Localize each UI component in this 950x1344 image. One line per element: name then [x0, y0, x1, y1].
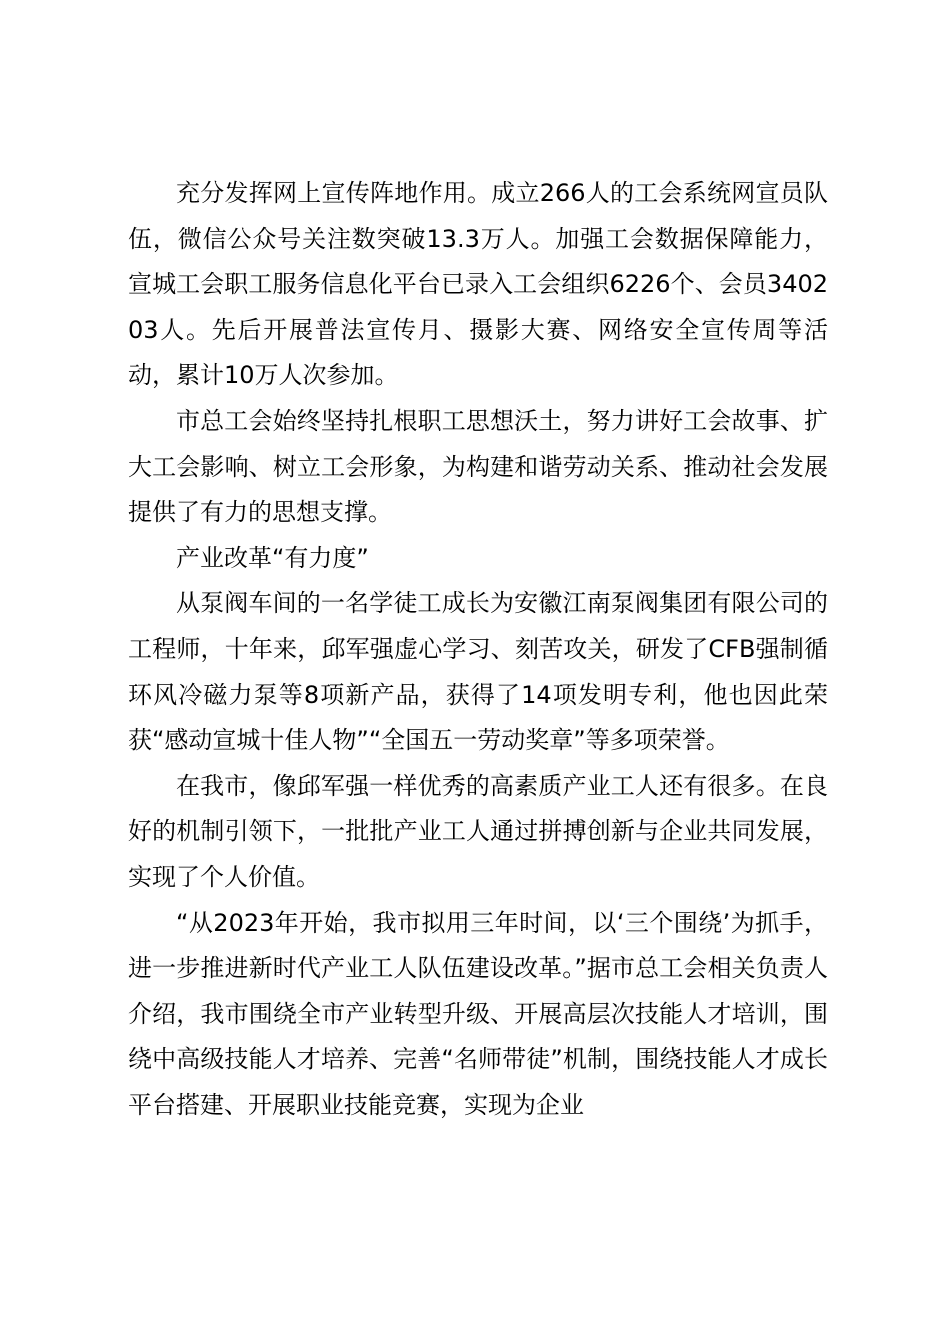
paragraph-industrial-workers: 在我市，像邱军强一样优秀的高素质产业工人还有很多。在良好的机制引领下，一批批产业工人通过拼搏创新与企业共同发展，实现了个人价值。	[128, 771, 828, 891]
paragraph-online-publicity: 充分发挥网上宣传阵地作用。成立266人的工会系统网宣员队伍，微信公众号关注数突破13.3万人。加强工会数据保障能力，宣城工会职工服务信息化平台已录入工会组织6226个、会员340203人。先后开展普法宣传月、摄影大赛、网络安全宣传周等活动，累计10万人次参加。	[128, 179, 828, 390]
article-body	[128, 171, 828, 1128]
paragraph-qiu-junqiang: 从泵阀车间的一名学徒工成长为安徽江南泵阀集团有限公司的工程师，十年来，邱军强虚心学习、刻苦攻关，研发了CFB强制循环风冷磁力泵等8项新产品，获得了14项发明专利，他也因此荣获“感动宣城十佳人物”“全国五一劳动奖章”等多项荣誉。	[128, 589, 828, 755]
paragraph-union-summary: 市总工会始终坚持扎根职工思想沃土，努力讲好工会故事、扩大工会影响、树立工会形象，为构建和谐劳动关系、推动社会发展提供了有力的思想支撑。	[128, 406, 828, 527]
paragraph-reform-plan: “从2023年开始，我市拟用三年时间，以‘三个围绕’为抓手，进一步推进新时代产业工人队伍建设改革。”据市总工会相关负责人介绍，我市围绕全市产业转型升级、开展高层次技能人才培训，围绕中高级技能人才培养、完善“名师带徒”机制，围绕技能人才成长平台搭建、开展职业技能竞赛，实现为企业	[128, 908, 828, 1119]
section-heading-industry-reform: 产业改革“有力度”	[176, 543, 369, 572]
